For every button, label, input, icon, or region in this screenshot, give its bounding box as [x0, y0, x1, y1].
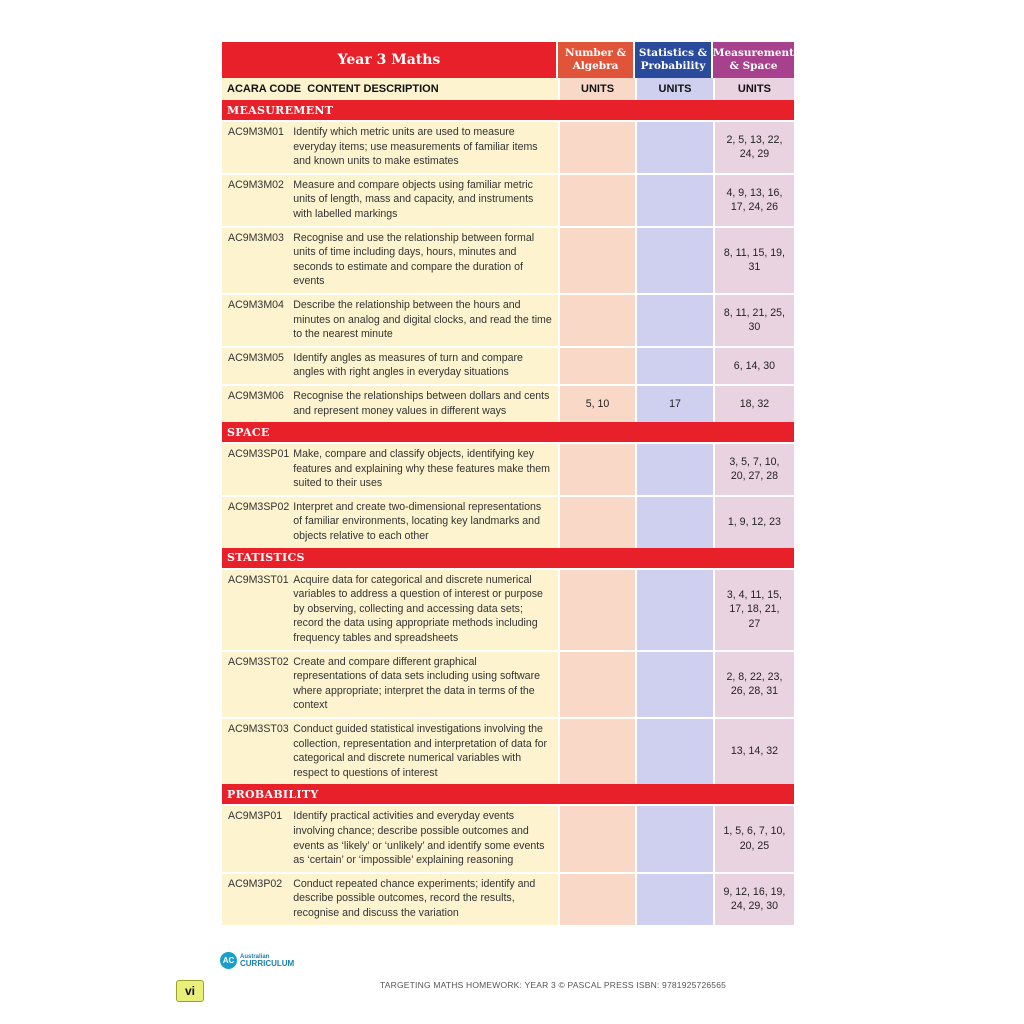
content-description-cell: Recognise and use the relationship between formal units of time including days, hours, minutes and seconds to estimate and compare the duration of events [289, 226, 558, 293]
statistics-probability-units-cell [635, 173, 713, 226]
content-description-cell: Describe the relationship between the hours and minutes on analog and digital clocks, and read the time to the nearest minute [289, 293, 558, 346]
curriculum-table [222, 42, 794, 925]
table-subheader [222, 78, 794, 100]
acara-code-cell: AC9M3ST02 [222, 650, 289, 717]
content-description-cell: Recognise the relationships between dollars and cents and represent money values in different ways [289, 384, 558, 422]
table-row [222, 568, 794, 650]
number-algebra-units-cell [558, 293, 635, 346]
units-label-measurement-space: UNITS [713, 78, 794, 100]
section-header [222, 100, 794, 120]
statistics-probability-units-cell [635, 346, 713, 384]
number-algebra-units-cell [558, 872, 635, 925]
number-algebra-units-cell [558, 495, 635, 548]
measurement-space-units-cell: 3, 5, 7, 10, 20, 27, 28 [713, 442, 794, 495]
statistics-probability-units-cell: 17 [635, 384, 713, 422]
content-description-cell: Make, compare and classify objects, identifying key features and explaining why these features make them suited to their uses [289, 442, 558, 495]
acara-code-cell: AC9M3M05 [222, 346, 289, 384]
section-title: PROBABILITY [222, 784, 794, 804]
measurement-space-units-cell: 6, 14, 30 [713, 346, 794, 384]
measurement-space-units-cell: 8, 11, 21, 25, 30 [713, 293, 794, 346]
measurement-space-units-cell: 9, 12, 16, 19, 24, 29, 30 [713, 872, 794, 925]
units-label-statistics-probability: UNITS [635, 78, 713, 100]
ac-logo-icon: AC [220, 952, 237, 969]
table-row [222, 173, 794, 226]
logo-text [240, 954, 294, 968]
header-statistics-probability: Statistics & Probability [635, 42, 713, 78]
number-algebra-units-cell [558, 442, 635, 495]
section-header [222, 422, 794, 442]
content-description-cell: Conduct guided statistical investigations involving the collection, representation and interpretation of data for categorical and discrete numerical variables with respect to questions of interest [289, 717, 558, 784]
measurement-space-units-cell: 4, 9, 13, 16, 17, 24, 26 [713, 173, 794, 226]
content-description-cell: Measure and compare objects using familiar metric units of length, mass and capacity, and instruments with labelled markings [289, 173, 558, 226]
acara-code-label: ACARA CODE [227, 83, 302, 95]
table-body [222, 100, 794, 925]
statistics-probability-units-cell [635, 717, 713, 784]
content-description-label: CONTENT DESCRIPTION [307, 83, 439, 95]
acara-code-cell: AC9M3M06 [222, 384, 289, 422]
number-algebra-units-cell [558, 226, 635, 293]
statistics-probability-units-cell [635, 442, 713, 495]
measurement-space-units-cell: 18, 32 [713, 384, 794, 422]
statistics-probability-units-cell [635, 804, 713, 871]
number-algebra-units-cell [558, 346, 635, 384]
section-title: MEASUREMENT [222, 100, 794, 120]
acara-code-cell: AC9M3ST03 [222, 717, 289, 784]
content-description-cell: Acquire data for categorical and discrete numerical variables to address a question of interest or purpose by observing, collecting and accessing data sets; record the data using appropriate methods including frequency tables and spreadsheets [289, 568, 558, 650]
table-row [222, 442, 794, 495]
table-title: Year 3 Maths [222, 42, 558, 78]
section-header [222, 784, 794, 804]
content-description-cell: Conduct repeated chance experiments; identify and describe possible outcomes, record the results, recognise and discuss the variation [289, 872, 558, 925]
table-row [222, 717, 794, 784]
acara-code-cell: AC9M3M02 [222, 173, 289, 226]
section-title: SPACE [222, 422, 794, 442]
statistics-probability-units-cell [635, 226, 713, 293]
section-header [222, 548, 794, 568]
table-row [222, 293, 794, 346]
statistics-probability-units-cell [635, 650, 713, 717]
footer-text: TARGETING MATHS HOMEWORK: YEAR 3 © PASCAL PRESS ISBN: 9781925726565 [380, 980, 727, 990]
acara-code-cell: AC9M3SP02 [222, 495, 289, 548]
statistics-probability-units-cell [635, 872, 713, 925]
logo-line-1: Australian [240, 953, 270, 960]
table-row [222, 346, 794, 384]
units-label-number-algebra: UNITS [558, 78, 635, 100]
acara-code-cell: AC9M3M01 [222, 120, 289, 173]
content-description-cell: Identify practical activities and everyday events involving chance; describe possible outcomes and events as ‘likely’ or ‘unlikely’ and identify some events as ‘certain’ or ‘impossible’ explaining reasoning [289, 804, 558, 871]
table-row [222, 804, 794, 871]
statistics-probability-units-cell [635, 495, 713, 548]
number-algebra-units-cell: 5, 10 [558, 384, 635, 422]
table-row [222, 384, 794, 422]
number-algebra-units-cell [558, 173, 635, 226]
subheader-labels [222, 78, 558, 100]
acara-code-cell: AC9M3SP01 [222, 442, 289, 495]
australian-curriculum-logo [220, 952, 294, 969]
measurement-space-units-cell: 2, 8, 22, 23, 26, 28, 31 [713, 650, 794, 717]
number-algebra-units-cell [558, 650, 635, 717]
table-row [222, 495, 794, 548]
content-description-cell: Identify angles as measures of turn and compare angles with right angles in everyday situations [289, 346, 558, 384]
number-algebra-units-cell [558, 120, 635, 173]
table-row [222, 226, 794, 293]
measurement-space-units-cell: 13, 14, 32 [713, 717, 794, 784]
header-measurement-space: Measurement & Space [713, 42, 794, 78]
acara-code-cell: AC9M3P02 [222, 872, 289, 925]
section-title: STATISTICS [222, 548, 794, 568]
number-algebra-units-cell [558, 717, 635, 784]
acara-code-cell: AC9M3ST01 [222, 568, 289, 650]
table-row [222, 120, 794, 173]
statistics-probability-units-cell [635, 293, 713, 346]
logo-line-2: CURRICULUM [240, 958, 295, 968]
measurement-space-units-cell: 1, 5, 6, 7, 10, 20, 25 [713, 804, 794, 871]
number-algebra-units-cell [558, 804, 635, 871]
statistics-probability-units-cell [635, 120, 713, 173]
acara-code-cell: AC9M3P01 [222, 804, 289, 871]
header-number-algebra: Number & Algebra [558, 42, 635, 78]
table-header [222, 42, 794, 78]
measurement-space-units-cell: 2, 5, 13, 22, 24, 29 [713, 120, 794, 173]
acara-code-cell: AC9M3M03 [222, 226, 289, 293]
content-description-cell: Interpret and create two-dimensional representations of familiar environments, locating key landmarks and objects relative to each other [289, 495, 558, 548]
table-row [222, 650, 794, 717]
table-row [222, 872, 794, 925]
measurement-space-units-cell: 1, 9, 12, 23 [713, 495, 794, 548]
number-algebra-units-cell [558, 568, 635, 650]
statistics-probability-units-cell [635, 568, 713, 650]
content-description-cell: Identify which metric units are used to measure everyday items; use measurements of familiar items and known units to make estimates [289, 120, 558, 173]
measurement-space-units-cell: 8, 11, 15, 19, 31 [713, 226, 794, 293]
content-description-cell: Create and compare different graphical representations of data sets including using software where appropriate; interpret the data in terms of the context [289, 650, 558, 717]
acara-code-cell: AC9M3M04 [222, 293, 289, 346]
page-number: vi [176, 980, 204, 1002]
measurement-space-units-cell: 3, 4, 11, 15, 17, 18, 21, 27 [713, 568, 794, 650]
